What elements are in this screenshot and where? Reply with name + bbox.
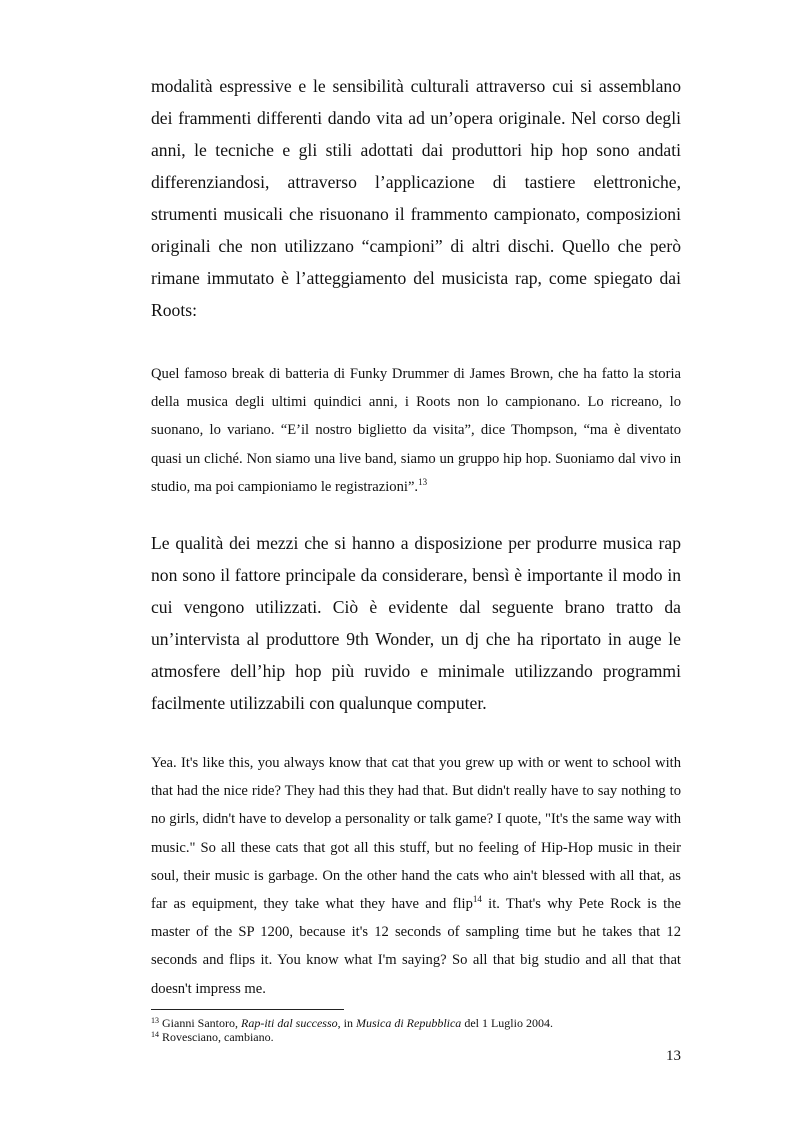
footnote-13-number: 13 [151,1016,159,1025]
footnote-ref-14[interactable]: 14 [472,894,482,905]
footnote-13-date: del 1 Luglio 2004. [461,1016,553,1030]
footnote-14-number: 14 [151,1030,159,1039]
footnote-13-author: Gianni Santoro, [159,1016,241,1030]
block-quote-9th-wonder-text-b: it. That's why Pete Rock is the master of the SP 1200, because it's 12 seconds of sampling time but he takes that 12 seconds and flips it. You know what I'm saying? So all that big studio and all that that doesn't impress me. [151,896,681,997]
body-paragraph-1: modalità espressive e le sensibilità culturali attraverso cui si assemblano dei frammenti differenti dando vita ad un’opera originale. Nel corso degli anni, le tecniche e gli stili adottati dai produttori hip hop sono andati differenziandosi, attraverso l’applicazione di tastiere elettroniche, strumenti musicali che risuonano il frammento campionato, composizioni originali che non utilizzano “campioni” di altri dischi. Quello che però rimane immutato è l’atteggiamento del musicista rap, come spiegato dai Roots: [151,76,681,320]
footnote-separator [151,1009,344,1010]
block-quote-9th-wonder-text-a: Yea. It's like this, you always know that cat that you grew up with or went to school with that had the nice ride? They had this they had that. But didn't really have to say nothing to no girls, didn't have to develop a personality or talk game? I quote, "It's the same way with music." So all these cats that got all this stuff, but no feeling of Hip-Hop music in their soul, their music is garbage. On the other hand the cats who ain't blessed with all that, as far as equipment, they take what they have and flip [151,755,681,913]
footnote-14-text: Rovesciano, cambiano. [159,1030,274,1044]
footnote-13 [151,1016,711,1030]
footnote-13-source: Musica di Repubblica [356,1016,462,1030]
body-paragraph-2: Le qualità dei mezzi che si hanno a disposizione per produrre musica rap non sono il fattore principale da considerare, bensì è importante il modo in cui vengono utilizzati. Ciò è evidente dal seguente brano tratto da un’intervista al produttore 9th Wonder, un dj che ha riportato in auge le atmosfere dell’hip hop più ruvido e minimale utilizzando programmi facilmente utilizzabili con qualunque computer. [151,533,681,713]
page-number: 13 [666,1048,681,1064]
footnote-ref-13[interactable]: 13 [418,476,428,487]
block-quote-roots-text: Quel famoso break di batteria di Funky Drummer di James Brown, che ha fatto la storia della musica degli ultimi quindici anni, i Roots non lo campionano. Lo ricreano, lo suonano, lo variano. “E’il nostro biglietto da visita”, dice Thompson, “ma è diventato quasi un cliché. Non siamo una live band, siamo un gruppo hip hop. Suoniamo dal vivo in studio, ma poi campioniamo le registrazioni”. [151,366,681,495]
block-quote-9th-wonder [151,749,681,1003]
footnote-13-mid: , in [337,1016,356,1030]
footnotes [151,1016,711,1044]
block-quote-roots [151,360,681,501]
footnote-14 [151,1030,711,1044]
footnote-13-title: Rap-iti dal successo [241,1016,338,1030]
